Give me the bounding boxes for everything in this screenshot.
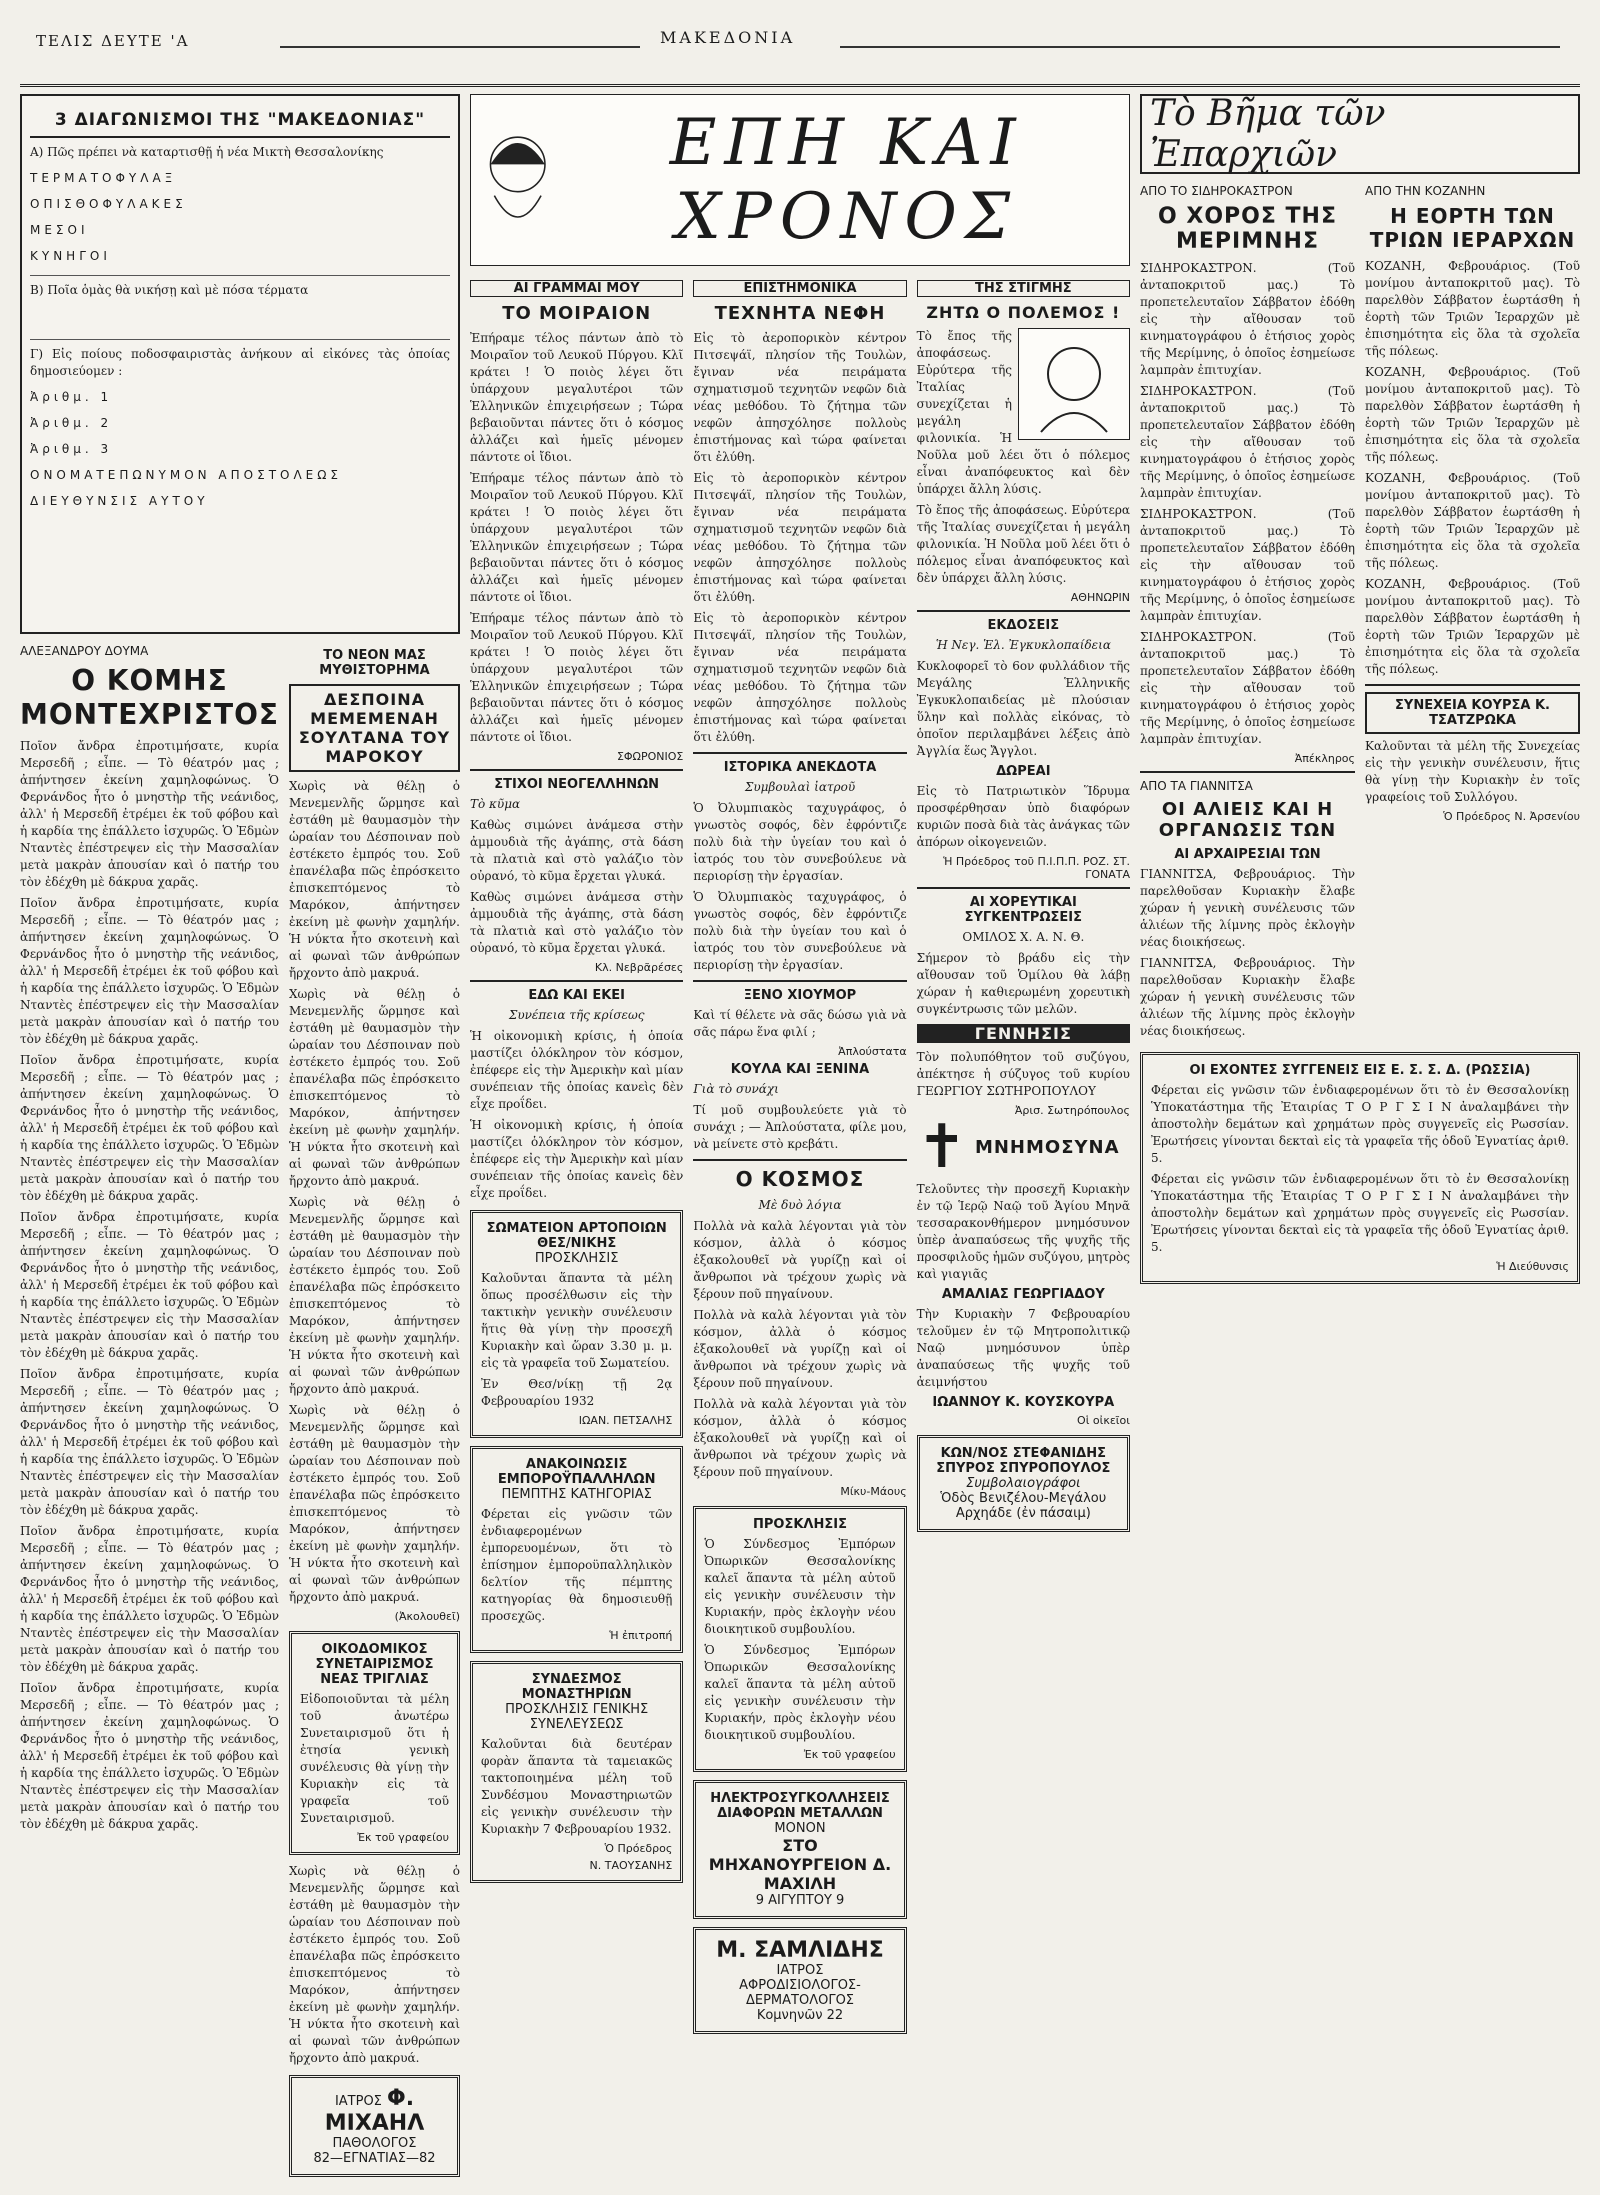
syllogism-title: Συνέπεια τῆς κρίσεως <box>508 1008 645 1022</box>
feature-banner <box>470 94 1130 266</box>
hercules-header: ΑΙ ΧΟΡΕΥΤΙΚΑΙ ΣΥΓΚΕΝΤΡΩΣΕΙΣ <box>964 895 1082 925</box>
metals-ad <box>693 1780 906 1919</box>
novel-text: Ποῖον ἄνδρα ἐπροτιμήσατε, κυρία Μερσεδῆ ; εἶπε. — Τὸ θέατρόν μας ; ἀπήντησεν ἐκείνη χαμηλοφώνως. Ὁ Φερνάνδος ἦτο ὁ μνηστὴρ τῆς νεάνιδος, ἀλλ' ἡ Μερσεδῆ ἐτρέμει ἐκ τοῦ φόβου καὶ ἡ καρδία της ἐπάλλετο ἰσχυρῶς. Ὁ Ἐδμὼν Νταντὲς ἐπέστρεψεν εἰς τὴν Μασσαλίαν μετὰ μακρὰν ἀπουσίαν καὶ ὁ πατήρ του τὸν ἐδέχθη μὲ δάκρυα χαρᾶς. <box>20 1367 279 1517</box>
memorial-header <box>916 1112 1130 1182</box>
ussr-text: Φέρεται εἰς γνῶσιν τῶν ἐνδιαφερομένων ὅτι τὸ ἐν Θεσσαλονίκῃ Ὑποκατάστημα τῆς Ἐταιρίας Τ Ο Ρ Γ Σ Ι Ν ἀναλαμβάνει τὴν ἀποστολὴν δεμάτων καὶ χρημάτων πρὸς συγγενεῖς εἰς Ρωσσίαν. Ἐρωτήσεις γίνονται δεκταὶ εἰς τὰ γραφεῖα τῆς ὁδοῦ Ἐγνατίας ἀριθ. 5. <box>1151 1083 1569 1165</box>
syllogism-text: Ἡ οἰκονομικὴ κρίσις, ἡ ὁποία μαστίζει ὁλόκληρον τὸν κόσμον, ἐπέφερε εἰς τὴν Ἀμερικὴν καὶ μίαν συνέπειαν τῆς ὁποίας κανεὶς δὲν εἶχε προΐδει. <box>470 1029 684 1111</box>
provinces-stories <box>1140 184 1580 1044</box>
masthead-rule <box>840 46 1560 48</box>
clouds-text: Εἰς τὸ ἀεροπορικὸν κέντρον Πιτσεψάϊ, πλησίον τῆς Τουλὼν, ἔγιναν νέα πειράματα σχηματισμοῦ τεχνητῶν νεφῶν διὰ νέας μεθόδου. Τὸ ζήτημα τῶν νεφῶν ἀπησχόλησε πολλοὺς ἐπιστήμονας καὶ τώρα φαίνεται ὅτι ἐλύθη. <box>693 331 907 464</box>
trigl-signature: Ἐκ τοῦ γραφείου <box>357 1831 449 1844</box>
verses-header: ΣΤΙΧΟΙ ΝΕΟΓΕΛΛΗΝΩΝ <box>494 777 660 792</box>
invitation-text: Ὁ Σύνδεσμος Ἐμπόρων Ὀπωρικῶν Θεσσαλονίκης καλεῖ ἅπαντα τὰ μέλη αὐτοῦ εἰς γενικὴν συνέλευσιν τὴν Κυριακήν, πρὸς ἐκλογὴν νέου διοικητικοῦ συμβουλίου. <box>704 1643 896 1742</box>
world-text: Πολλὰ νὰ καλὰ λέγονται γιὰ τὸν κόσμον, ἀλλὰ ὁ κόσμος ἐξακολουθεῖ νὰ γυρίζῃ καὶ οἱ ἄνθρωποι νὰ τρέχουν χωρὶς νὰ ξέρουν ποῦ πηγαίνουν. <box>693 1219 907 1301</box>
masthead-rule <box>280 46 640 48</box>
newspaper-page <box>20 14 1580 2184</box>
serial-story <box>289 644 460 2185</box>
sid-signature: Ἀπέκληρος <box>1294 752 1355 765</box>
donations-signature: Ἡ Πρόεδρος τοῦ Π.Ι.Π.Π. ΡΟΖ. ΣΤ. ΓΟΝΑΤΑ <box>943 855 1130 881</box>
portrait-icon <box>1029 334 1119 434</box>
provinces-banner <box>1140 94 1580 174</box>
sid-text: ΣΙΔΗΡΟΚΑΣΤΡΟΝ. (Τοῦ ἀνταποκριτοῦ μας.) Τὸ προπετελευταῖον Σάββατον ἐδόθη εἰς τὴν αἴθουσαν τοῦ κινηματογράφου ὁ ἐτήσιος χορὸς τῆς Μερίμνης, ὁ ὁποῖος ἐσημείωσε λαμπρὰν ἐπιτυχίαν. <box>1140 261 1355 377</box>
sid-text: ΣΙΔΗΡΟΚΑΣΤΡΟΝ. (Τοῦ ἀνταποκριτοῦ μας.) Τὸ προπετελευταῖον Σάββατον ἐδόθη εἰς τὴν αἴθουσαν τοῦ κινηματογράφου ὁ ἐτήσιος χορὸς τῆς Μερίμνης, ὁ ὁποῖος ἐσημείωσε λαμπρὰν ἐπιτυχίαν. <box>1140 384 1355 500</box>
novel-text: Ποῖον ἄνδρα ἐπροτιμήσατε, κυρία Μερσεδῆ ; εἶπε. — Τὸ θέατρόν μας ; ἀπήντησεν ἐκείνη χαμηλοφώνως. Ὁ Φερνάνδος ἦτο ὁ μνηστὴρ τῆς νεάνιδος, ἀλλ' ἡ Μερσεδῆ ἐτρέμει ἐκ τοῦ φόβου καὶ ἡ καρδία της ἐπάλλετο ἰσχυρῶς. Ὁ Ἐδμὼν Νταντὲς ἐπέστρεψεν εἰς τὴν Μασσαλίαν μετὰ μακρὰν ἀπουσίαν καὶ ὁ πατήρ του τὸν ἐδέχθη μὲ δάκρυα χαρᾶς. <box>20 1053 279 1203</box>
world-text: Πολλὰ νὰ καλὰ λέγονται γιὰ τὸν κόσμον, ἀλλὰ ὁ κόσμος ἐξακολουθεῖ νὰ γυρίζῃ καὶ οἱ ἄνθρωποι νὰ τρέχουν χωρὶς νὰ ξέρουν ποῦ πηγαίνουν. <box>693 1308 907 1390</box>
monastir-signature: Ὁ Πρόεδρος <box>604 1842 673 1855</box>
sid-header: ΑΠΟ ΤΟ ΣΙΔΗΡΟΚΑΣΤΡΟΝ <box>1140 184 1293 198</box>
divider <box>693 980 906 982</box>
samlidis-address: Κομνηνῶν 22 <box>756 2008 844 2023</box>
anecdotes-text: Ὁ Ὀλυμπιακὸς ταχυγράφος, ὁ γνωστὸς σοφός, δὲν ἐφρόντιζε πολὺ διὰ τὴν ὑγείαν του καὶ ὁ ἰατρός του τὸν συνεβούλευε νὰ περιορίσῃ τὴν ἐργασίαν. <box>693 890 907 972</box>
contest-box <box>20 94 460 634</box>
moiraion-text: Ἐπήραμε τέλος πάντων ἀπὸ τὸ Μοιραῖον τοῦ Λευκοῦ Πύργου. Κλῖ κράτει ! Ὁ ποιὸς λέγει ὅτι ὑπάρχουν μεγαλυτέροι τῶν Ἑλληνικῶν ἐπιχειρήσεων ; Τώρα βεβαιοῦνται πάντες ὅτι ὁ κόσμος ἀλλάζει καὶ ἡμεῖς μένομεν πάντοτε οἱ ἴδιοι. <box>470 331 684 464</box>
doctor-name: Φ. ΜΙΧΑΗΛ <box>324 2086 425 2136</box>
anecdotes-text: Ὁ Ὀλυμπιακὸς ταχυγράφος, ὁ γνωστὸς σοφός, δὲν ἐφρόντιζε πολὺ διὰ τὴν ὑγείαν του καὶ ὁ ἰατρός του τὸν συνεβούλευε νὰ περιορίσῃ τὴν ἐργασίαν. <box>693 801 907 883</box>
gian-title: ΟΙ ΑΛΙΕΙΣ ΚΑΙ Η ΟΡΓΑΝΩΣΙΣ ΤΩΝ <box>1158 799 1337 841</box>
provinces-banner-title: Τὸ Βῆμα τῶν Ἐπαρχιῶν <box>1150 94 1386 175</box>
engagement-text: Τὸν πολυπόθητον τοῦ συζύγου, ἀπέκτησε ἡ σύζυγος τοῦ κυρίου ΓΕΩΡΓΙΟΥ ΣΩΤΗΡΟΠΟΥΛΟΥ <box>916 1050 1130 1098</box>
world-title: Ο ΚΟΣΜΟΣ <box>735 1167 865 1191</box>
novel-author: ΑΛΕΞΑΝΔΡΟΥ ΔΟΥΜΑ <box>20 644 149 658</box>
feature-col-3 <box>917 276 1130 2042</box>
center-column <box>470 94 1130 2042</box>
bakers-text: Καλοῦνται ἅπαντα τὰ μέλη ὅπως προσέλθωσιν εἰς τὴν τακτικὴν γενικὴν συνέλευσιν ἥτις θὰ γίνῃ τὴν προσεχῆ Κυριακὴν καὶ ὥραν 3.30 μ. μ. εἰς τὰ γραφεῖα τοῦ Σωματείου. <box>481 1271 673 1370</box>
section-header: ΕΠΙΣΤΗΜΟΝΙΚΑ <box>693 280 906 297</box>
feature-col-2 <box>693 276 906 2042</box>
moiraion-text: Ἐπήραμε τέλος πάντων ἀπὸ τὸ Μοιραῖον τοῦ Λευκοῦ Πύργου. Κλῖ κράτει ! Ὁ ποιὸς λέγει ὅτι ὑπάρχουν μεγαλυτέροι τῶν Ἑλληνικῶν ἐπιχειρήσεων ; Τώρα βεβαιοῦνται πάντες ὅτι ὁ κόσμος ἀλλάζει καὶ ἡμεῖς μένομεν πάντοτε οἱ ἴδιοι. <box>470 471 684 604</box>
engagement-title: ΓΕΝΝΗΣΙΣ <box>917 1024 1130 1043</box>
world-subtitle: Μὲ δυὸ λόγια <box>758 1198 842 1212</box>
monastir-notice <box>470 1661 683 1883</box>
doctor-specialty: ΠΑΘΟΛΟΓΟΣ <box>332 2136 417 2151</box>
sid-text: ΣΙΔΗΡΟΚΑΣΤΡΟΝ. (Τοῦ ἀνταποκριτοῦ μας.) Τὸ προπετελευταῖον Σάββατον ἐδόθη εἰς τὴν αἴθουσαν τοῦ κινηματογράφου ὁ ἐτήσιος χορὸς τῆς Μερίμνης, ὁ ὁποῖος ἐσημείωσε λαμπρὰν ἐπιτυχίαν. <box>1140 630 1355 746</box>
war-text: Τὸ ἔπος τῆς ἀποφάσεως. Εὐρύτερα τῆς Ἰταλίας συνεχίζεται ἡ μεγάλη φιλονικία. Ἡ Νοῦλα μοῦ λέει ὅτι ὁ πόλεμος εἶναι ἀναπόφευκτος καὶ δὲν ὑπάρχει ἄλλη λύσις. <box>916 503 1130 585</box>
koz-header: ΑΠΟ ΤΗΝ ΚΟΖΑΝΗΝ <box>1365 184 1486 198</box>
humor-item-signature: Ἀπλούστατα <box>838 1045 907 1058</box>
gian-sub: ΑΙ ΑΡΧΑΙΡΕΣΙΑΙ ΤΩΝ <box>1174 847 1321 862</box>
memorial-signature: Οἱ οἰκεῖοι <box>1077 1414 1130 1427</box>
koz-text: ΚΟΖΑΝΗ, Φεβρουάριος. (Τοῦ μονίμου ἀνταποκριτοῦ μας). Τὸ παρελθὸν Σάββατον ἑωρτάσθη ἡ ἑορτὴ τῶν Τριῶν Ἱεραρχῶν μὲ ἐπισημότητα εἰς ὅλα τὰ σχολεῖα τῆς πόλεως. <box>1365 365 1580 464</box>
koz-title: Η ΕΟΡΤΗ ΤΩΝ ΤΡΙΩΝ ΙΕΡΑΡΧΩΝ <box>1369 204 1576 252</box>
contest-number: Ἀριθμ. 2 <box>30 416 113 430</box>
section-header: ΤΗΣ ΣΤΙΓΜΗΣ <box>917 280 1130 297</box>
humor-item-title: Γιὰ τὸ συνάχι <box>693 1082 779 1096</box>
merchants-signature: Ἡ ἐπιτροπή <box>609 1629 673 1642</box>
woman-illustration-icon <box>471 105 564 255</box>
anecdotes-title: Συμβουλαὶ ἰατροῦ <box>744 780 856 794</box>
kozani-story <box>1365 184 1580 1044</box>
war-signature: ΑΘΗΝΩΡΙΝ <box>1070 591 1130 604</box>
contest-question-a: Α) Πῶς πρέπει νὰ καταρτισθῇ ἡ νέα Μικτὴ Θεσσαλονίκης <box>30 145 384 159</box>
ussr-title: ΟΙ ΕΧΟΝΤΕΣ ΣΥΓΓΕΝΕΙΣ ΕΙΣ Ε. Σ. Σ. Δ. (ΡΩΣΣΙΑ) <box>1189 1063 1531 1078</box>
moiraion-signature: ΣΦΩΡΟΝΙΟΣ <box>616 750 684 763</box>
contest-title: 3 ΔΙΑΓΩΝΙΣΜΟΙ ΤΗΣ "ΜΑΚΕΔΟΝΙΑΣ" <box>54 110 426 130</box>
section-header: ΑΙ ΓΡΑΜΜΑΙ ΜΟΥ <box>470 280 683 297</box>
novel-text: Ποῖον ἄνδρα ἐπροτιμήσατε, κυρία Μερσεδῆ ; εἶπε. — Τὸ θέατρόν μας ; ἀπήντησεν ἐκείνη χαμηλοφώνως. Ὁ Φερνάνδος ἦτο ὁ μνηστὴρ τῆς νεάνιδος, ἀλλ' ἡ Μερσεδῆ ἐτρέμει ἐκ τοῦ φόβου καὶ ἡ καρδία της ἐπάλλετο ἰσχυρῶς. Ὁ Ἐδμὼν Νταντὲς ἐπέστρεψεν εἰς τὴν Μασσαλίαν μετὰ μακρὰν ἀπουσίαν καὶ ὁ πατήρ του τὸν ἐδέχθη μὲ δάκρυα χαρᾶς. <box>20 739 279 889</box>
monastir-text: Καλοῦνται διὰ δευτέραν φορὰν ἅπαντα τὰ ταμειακῶς τακτοποιημένα μέλη τοῦ Συνδέσμου Μοναστηριωτῶν εἰς γενικὴν συνέλευσιν τὴν Κυριακὴν 7 Φεβρουαρίου 1932. <box>481 1737 673 1836</box>
samlidis-ad <box>693 1927 906 2034</box>
serial-text: Χωρὶς νὰ θέλῃ ὁ Μενεμενλῆς ὥρμησε καὶ ἐστάθη μὲ θαυμασμὸν τὴν ὡραίαν του Δέσποιναν ποὺ ἐστέκετο ἐμπρός του. Σοῦ ἐπανέλαβα πῶς ἐπρόσκειτο ἐπισκεπτόμενος τὸ Μαρόκον, ἀπήντησεν ἐκείνη μὲ φωνὴν χαμηλήν. Ἡ νύκτα ἦτο σκοτεινὴ καὶ αἱ φωναὶ τῶν ἀνθρώπων ἤρχοντο ἀπὸ μακρυά. <box>289 779 460 980</box>
samlidis-specialty: ΑΦΡΟΔΙΣΙΟΛΟΓΟΣ-ΔΕΡΜΑΤΟΛΟΓΟΣ <box>739 1978 861 2008</box>
humor-header: ΞΕΝΟ ΧΙΟΥΜΟΡ <box>743 988 857 1003</box>
feature-columns <box>470 276 1130 2042</box>
moiraion-title: ΤΟ ΜΟΙΡΑΙΟΝ <box>502 303 652 324</box>
ussr-signature: Ἡ Διεύθυνσις <box>1496 1260 1569 1273</box>
left-column <box>20 94 460 2185</box>
divider <box>470 769 683 771</box>
divider <box>693 752 906 754</box>
contest-address-label: ΔΙΕΥΘΥΝΣΙΣ ΑΥΤΟΥ <box>30 494 209 508</box>
metals-address: 9 ΑΙΓΥΠΤΟΥ 9 <box>755 1893 845 1908</box>
sid-title: Ο ΧΟΡΟΣ ΤΗΣ ΜΕΡΙΜΝΗΣ <box>1158 204 1337 254</box>
tsatz-signature: Ὁ Πρόεδρος Ν. Ἀρσενίου <box>1443 810 1580 823</box>
humor-header-2: ΚΟΥΛΑ ΚΑΙ ΞΕΝΙΝΑ <box>730 1062 870 1077</box>
world-signature: Μίκυ-Μάους <box>840 1485 907 1498</box>
merchants-text: Φέρεται εἰς γνῶσιν τῶν ἐνδιαφερομένων ἐμπορευομένων, ὅτι τὸ ἐπίσημον ἐμποροϋπαλληλικὸν δελτίον τῆς πέμπτης κατηγορίας θὰ δημοσιευθῇ προσεχῶς. <box>481 1507 673 1623</box>
samlidis-title: ΙΑΤΡΟΣ <box>776 1963 824 1978</box>
cross-icon: ✝ <box>916 1112 967 1182</box>
novel-text: Ποῖον ἄνδρα ἐπροτιμήσατε, κυρία Μερσεδῆ ; εἶπε. — Τὸ θέατρόν μας ; ἀπήντησεν ἐκείνη χαμηλοφώνως. Ὁ Φερνάνδος ἦτο ὁ μνηστὴρ τῆς νεάνιδος, ἀλλ' ἡ Μερσεδῆ ἐτρέμει ἐκ τοῦ φόβου καὶ ἡ καρδία της ἐπάλλετο ἰσχυρῶς. Ὁ Ἐδμὼν Νταντὲς ἐπέστρεψεν εἰς τὴν Μασσαλίαν μετὰ μακρὰν ἀπουσίαν καὶ ὁ πατήρ του τὸν ἐδέχθη μὲ δάκρυα χαρᾶς. <box>20 896 279 1046</box>
metals-title: ΗΛΕΚΤΡΟΣΥΓΚΟΛΛΗΣΕΙΣ ΔΙΑΦΟΡΩΝ ΜΕΤΑΛΛΩΝ <box>710 1791 890 1821</box>
serial-text: Χωρὶς νὰ θέλῃ ὁ Μενεμενλῆς ὥρμησε καὶ ἐστάθη μὲ θαυμασμὸν τὴν ὡραίαν του Δέσποιναν ποὺ ἐστέκετο ἐμπρός του. Σοῦ ἐπανέλαβα πῶς ἐπρόσκειτο ἐπισκεπτόμενος τὸ Μαρόκον, ἀπήντησεν ἐκείνη μὲ φωνὴν χαμηλήν. Ἡ νύκτα ἦτο σκοτεινὴ καὶ αἱ φωναὶ τῶν ἀνθρώπων ἤρχοντο ἀπὸ μακρυά. <box>289 1864 460 2065</box>
trigl-title: ΟΙΚΟΔΟΜΙΚΟΣ ΣΥΝΕΤΑΙΡΙΣΜΟΣ ΝΕΑΣ ΤΡΙΓΛΙΑΣ <box>315 1642 434 1687</box>
bakers-subtitle: ΠΡΟΣΚΛΗΣΙΣ <box>534 1251 619 1266</box>
contest-number: Ἀριθμ. 1 <box>30 390 113 404</box>
contest-question-b: Β) Ποῖα ὁμὰς θὰ νικήσῃ καὶ μὲ πόσα τέρματα <box>30 283 309 297</box>
war-title: ΖΗΤΩ Ο ΠΟΛΕΜΟΣ ! <box>926 303 1121 322</box>
koz-text: ΚΟΖΑΝΗ, Φεβρουάριος. (Τοῦ μονίμου ἀνταποκριτοῦ μας). Τὸ παρελθὸν Σάββατον ἑωρτάσθη ἡ ἑορτὴ τῶν Τριῶν Ἱεραρχῶν μὲ ἐπισημότητα εἰς ὅλα τὰ σχολεῖα τῆς πόλεως. <box>1365 471 1580 570</box>
verses-title: Τὸ κῦμα <box>470 797 521 811</box>
hercules-text: Σήμερον τὸ βράδυ εἰς τὴν αἴθουσαν τοῦ Ὁμίλου θὰ λάβῃ χώραν ἡ καθιερωμένη χορευτικὴ συγκέντρωσις τῶν μελῶν. <box>916 951 1130 1016</box>
humor-item: Καὶ τί θέλετε νὰ σᾶς δώσω γιὰ νὰ σᾶς πάρω ἕνα φιλί ; <box>693 1008 907 1039</box>
feature-banner-title: ΕΠΗ ΚΑΙ ΧΡΟΝΟΣ <box>669 106 1024 254</box>
bakers-signature: ΙΩΑΝ. ΠΕΤΣΑΛΗΣ <box>578 1414 673 1427</box>
ussr-text: Φέρεται εἰς γνῶσιν τῶν ἐνδιαφερομένων ὅτι τὸ ἐν Θεσσαλονίκῃ Ὑποκατάστημα τῆς Ἐταιρίας Τ Ο Ρ Γ Σ Ι Ν ἀναλαμβάνει τὴν ἀποστολὴν δεμάτων καὶ χρημάτων πρὸς συγγενεῖς εἰς Ρωσσίαν. Ἐρωτήσεις γίνονται δεκταὶ εἰς τὰ γραφεῖα τῆς ὁδοῦ Ἐγνατίας ἀριθ. 5. <box>1151 1172 1569 1254</box>
memorial-name-2: ΙΩΑΝΝΟΥ Κ. ΚΟΥΣΚΟΥΡΑ <box>932 1395 1115 1410</box>
masthead-title: ΜΑΚΕΔΟΝΙΑ <box>660 28 796 47</box>
bakers-notice <box>470 1210 683 1438</box>
memorial-text-2: Τὴν Κυριακὴν 7 Φεβρουαρίου τελοῦμεν ἐν τῷ Μητροπολιτικῷ Ναῷ μνημόσυνον ὑπὲρ ἀναπαύσεως τῆς ψυχῆς τοῦ ἀειμνήστου <box>916 1307 1130 1389</box>
novel-title: Ο ΚΟΜΗΣ ΜΟΝΤΕΧΡΙΣΤΟΣ <box>20 664 280 731</box>
portrait <box>1018 328 1130 440</box>
merchants-subtitle: ΠΕΜΠΤΗΣ ΚΑΤΗΓΟΡΙΑΣ <box>501 1487 652 1502</box>
syllogism-text: Ἡ οἰκονομικὴ κρίσις, ἡ ὁποία μαστίζει ὁλόκληρον τὸν κόσμον, ἐπέφερε εἰς τὴν Ἀμερικὴν καὶ μίαν συνέπειαν τῆς ὁποίας κανεὶς δὲν εἶχε προΐδει. <box>470 1118 684 1200</box>
serial-text: Χωρὶς νὰ θέλῃ ὁ Μενεμενλῆς ὥρμησε καὶ ἐστάθη μὲ θαυμασμὸν τὴν ὡραίαν του Δέσποιναν ποὺ ἐστέκετο ἐμπρός του. Σοῦ ἐπανέλαβα πῶς ἐπρόσκειτο ἐπισκεπτόμενος τὸ Μαρόκον, ἀπήντησεν ἐκείνη μὲ φωνὴν χαμηλήν. Ἡ νύκτα ἦτο σκοτεινὴ καὶ αἱ φωναὶ τῶν ἀνθρώπων ἤρχοντο ἀπὸ μακρυά. <box>289 987 460 1188</box>
bakers-date: Ἐν Θεσ/νίκῃ τῇ 2ᾳ Φεβρουαρίου 1932 <box>481 1377 673 1408</box>
sidirokastron-story <box>1140 184 1355 1044</box>
gian-text: ΓΙΑΝΝΙΤΣΑ, Φεβρουάριος. Τὴν παρελθοῦσαν Κυριακὴν ἔλαβε χώραν ἡ γενικὴ συνέλευσις τῶν ἁλιέων τῆς λίμνης πρὸς ἐκλογὴν νέας διοικήσεως. <box>1140 867 1355 949</box>
monastir-subtitle: ΠΡΟΣΚΛΗΣΙΣ ΓΕΝΙΚΗΣ ΣΥΝΕΛΕΥΣΕΩΣ <box>505 1702 649 1732</box>
divider <box>30 136 450 138</box>
births-header: ΕΚΔΟΣΕΙΣ <box>987 618 1060 633</box>
tsatz-title: ΣΥΝΕΧΕΙΑ ΚΟΥΡΣΑ Κ. ΤΣΑΤΖΡΩΚΑ <box>1365 692 1580 734</box>
divider <box>1140 771 1355 773</box>
engagement-signature: Ἀρισ. Σωτηρόπουλος <box>1014 1104 1130 1117</box>
lawyers-address: Ὁδὸς Βενιζέλου-Μεγάλου Αρχηάδε (ἐν πάσαιμ) <box>940 1491 1107 1521</box>
contest-position: ΚΥΝΗΓΟΙ <box>30 249 111 263</box>
serial-title: ΔΕΣΠΟΙΝΑ ΜΕΜΕΜΕΝΑΗ ΣΟΥΛΤΑΝΑ ΤΟΥ ΜΑΡΟΚΟΥ <box>289 684 460 772</box>
right-column <box>1140 94 1580 1292</box>
novel-text: Ποῖον ἄνδρα ἐπροτιμήσατε, κυρία Μερσεδῆ ; εἶπε. — Τὸ θέατρόν μας ; ἀπήντησεν ἐκείνη χαμηλοφώνως. Ὁ Φερνάνδος ἦτο ὁ μνηστὴρ τῆς νεάνιδος, ἀλλ' ἡ Μερσεδῆ ἐτρέμει ἐκ τοῦ φόβου καὶ ἡ καρδία της ἐπάλλετο ἰσχυρῶς. Ὁ Ἐδμὼν Νταντὲς ἐπέστρεψεν εἰς τὴν Μασσαλίαν μετὰ μακρὰν ἀπουσίαν καὶ ὁ πατήρ του τὸν ἐδέχθη μὲ δάκρυα χαρᾶς. <box>20 1210 279 1360</box>
divider <box>1365 684 1580 686</box>
divider <box>30 339 450 340</box>
memorial-title: ΜΝΗΜΟΣΥΝΑ <box>974 1136 1120 1158</box>
contest-position: ΤΕΡΜΑΤΟΦΥΛΑΞ <box>30 171 177 185</box>
metals-sub: ΜΟΝΟΝ <box>774 1821 826 1836</box>
births-sub: Ἡ Νεγ. Ἑλ. Ἐγκυκλοπαίδεια <box>935 638 1111 652</box>
monastir-name: Ν. ΤΑΟΥΣΑΝΗΣ <box>589 1859 673 1872</box>
metals-name: ΣΤΟ ΜΗΧΑΝΟΥΡΓΕΙΟΝ Δ. ΜΑΧΙΛΗ <box>708 1836 892 1893</box>
lawyers-title: Συμβολαιογράφοι <box>966 1476 1081 1491</box>
serial-text: Χωρὶς νὰ θέλῃ ὁ Μενεμενλῆς ὥρμησε καὶ ἐστάθη μὲ θαυμασμὸν τὴν ὡραίαν του Δέσποιναν ποὺ ἐστέκετο ἐμπρός του. Σοῦ ἐπανέλαβα πῶς ἐπρόσκειτο ἐπισκεπτόμενος τὸ Μαρόκον, ἀπήντησεν ἐκείνη μὲ φωνὴν χαμηλήν. Ἡ νύκτα ἦτο σκοτεινὴ καὶ αἱ φωναὶ τῶν ἀνθρώπων ἤρχοντο ἀπὸ μακρυά. <box>289 1195 460 1396</box>
donations-text: Εἰς τὸ Πατριωτικὸν Ἵδρυμα προσφέρθησαν ὑπὸ διαφόρων κυριῶν ποσὰ διὰ τὰς ἀνάγκας τῶν ἀπόρων οἰκογενειῶν. <box>916 784 1130 849</box>
humor-item: Τί μοῦ συμβουλεύετε γιὰ τὸ συνάχι ; — Ἀπλούστατα, φίλε μου, νὰ μείνετε στὸ κρεβάτι. <box>693 1103 907 1151</box>
clouds-text: Εἰς τὸ ἀεροπορικὸν κέντρον Πιτσεψάϊ, πλησίον τῆς Τουλὼν, ἔγιναν νέα πειράματα σχηματισμοῦ τεχνητῶν νεφῶν διὰ νέας μεθόδου. Τὸ ζήτημα τῶν νεφῶν ἀπησχόλησε πολλοὺς ἐπιστήμονας καὶ τώρα φαίνεται ὅτι ἐλύθη. <box>693 611 907 744</box>
contest-question-c: Γ) Εἰς ποίους ποδοσφαιριστὰς ἀνήκουν αἱ εἰκόνες τὰς ὁποίας δημοσιεύομεν : <box>30 347 450 378</box>
verses-text: Καθὼς σιμώνει ἀνάμεσα στὴν ἀμμουδιὰ τῆς ἀγάπης, στὰ δάση τὰ πλατιὰ καὶ στὸ γαλάζιο τὸν οὐρανό, τὸ κῦμα ἔρχεται γλυκά. <box>470 818 684 883</box>
serial-text: Χωρὶς νὰ θέλῃ ὁ Μενεμενλῆς ὥρμησε καὶ ἐστάθη μὲ θαυμασμὸν τὴν ὡραίαν του Δέσποιναν ποὺ ἐστέκετο ἐμπρός του. Σοῦ ἐπανέλαβα πῶς ἐπρόσκειτο ἐπισκεπτόμενος τὸ Μαρόκον, ἀπήντησεν ἐκείνη μὲ φωνὴν χαμηλήν. Ἡ νύκτα ἦτο σκοτεινὴ καὶ αἱ φωναὶ τῶν ἀνθρώπων ἤρχοντο ἀπὸ μακρυά. <box>289 1403 460 1604</box>
invitation-title: ΠΡΟΣΚΛΗΣΙΣ <box>753 1517 847 1532</box>
serial-continued: (Ἀκολουθεῖ) <box>394 1610 460 1623</box>
monastir-title: ΣΥΝΔΕΣΜΟΣ ΜΟΝΑΣΤΗΡΙΩΝ <box>521 1672 632 1702</box>
masthead-left: ΤΕΛΙΣ ΔΕΥΤΕ 'Α <box>36 32 190 50</box>
doctor-prefix: ΙΑΤΡΟΣ <box>334 2094 382 2109</box>
koz-text: ΚΟΖΑΝΗ, Φεβρουάριος. (Τοῦ μονίμου ἀνταποκριτοῦ μας). Τὸ παρελθὸν Σάββατον ἑωρτάσθη ἡ ἑορτὴ τῶν Τριῶν Ἱεραρχῶν μὲ ἐπισημότητα εἰς ὅλα τὰ σχολεῖα τῆς πόλεως. <box>1365 259 1580 358</box>
divider <box>470 980 683 982</box>
gian-text: ΓΙΑΝΝΙΤΣΑ, Φεβρουάριος. Τὴν παρελθοῦσαν Κυριακὴν ἔλαβε χώραν ἡ γενικὴ συνέλευσις τῶν ἁλιέων τῆς λίμνης πρὸς ἐκλογὴν νέας διοικήσεως. <box>1140 956 1355 1038</box>
verses-signature: Κλ. Νεβρᾶρέσες <box>594 961 684 974</box>
gian-header: ΑΠΟ ΤΑ ΓΙΑΝΝΙΤΣΑ <box>1140 779 1253 793</box>
left-stories <box>20 644 460 2185</box>
doctor-ad <box>289 2075 460 2177</box>
moiraion-text: Ἐπήραμε τέλος πάντων ἀπὸ τὸ Μοιραῖον τοῦ Λευκοῦ Πύργου. Κλῖ κράτει ! Ὁ ποιὸς λέγει ὅτι ὑπάρχουν μεγαλυτέροι τῶν Ἑλληνικῶν ἐπιχειρήσεων ; Τώρα βεβαιοῦνται πάντες ὅτι ὁ κόσμος ἀλλάζει καὶ ἡμεῖς μένομεν πάντοτε οἱ ἴδιοι. <box>470 611 684 744</box>
bakers-title: ΣΩΜΑΤΕΙΟΝ ΑΡΤΟΠΟΙΩΝ ΘΕΣ/ΝΙΚΗΣ <box>486 1221 667 1251</box>
clouds-text: Εἰς τὸ ἀεροπορικὸν κέντρον Πιτσεψάϊ, πλησίον τῆς Τουλὼν, ἔγιναν νέα πειράματα σχηματισμοῦ τεχνητῶν νεφῶν διὰ νέας μεθόδου. Τὸ ζήτημα τῶν νεφῶν ἀπησχόλησε πολλοὺς ἐπιστήμονας καὶ τώρα φαίνεται ὅτι ἐλύθη. <box>693 471 907 604</box>
invitation-text: Ὁ Σύνδεσμος Ἐμπόρων Ὀπωρικῶν Θεσσαλονίκης καλεῖ ἅπαντα τὰ μέλη αὐτοῦ εἰς γενικὴν συνέλευσιν τὴν Κυριακήν, πρὸς ἐκλογὴν νέου διοικητικοῦ συμβουλίου. <box>704 1537 896 1636</box>
invitation-notice <box>693 1506 906 1772</box>
contest-name-label: ΟΝΟΜΑΤΕΠΩΝΥΜΟΝ ΑΠΟΣΤΟΛΕΩΣ <box>30 468 343 482</box>
lawyers-names: ΚΩΝ/ΝΟΣ ΣΤΕΦΑΝΙΔΗΣ ΣΠΥΡΟΣ ΣΠΥΡΟΠΟΥΛΟΣ <box>936 1446 1111 1476</box>
masthead <box>20 14 1580 87</box>
syllogism-header: ΕΔΩ ΚΑΙ ΕΚΕΙ <box>528 988 625 1003</box>
clouds-title: ΤΕΧΝΗΤΑ ΝΕΦΗ <box>714 303 886 324</box>
trigl-text: Εἰδοποιοῦνται τὰ μέλη τοῦ ἀνωτέρω Συνεταιρισμοῦ ὅτι ἡ ἐτησία γενικὴ συνέλευσις θὰ γίνῃ τὴν Κυριακὴν εἰς τὰ γραφεῖα τοῦ Συνεταιρισμοῦ. <box>300 1692 449 1825</box>
novel-story <box>20 644 279 2185</box>
world-text: Πολλὰ νὰ καλὰ λέγονται γιὰ τὸν κόσμον, ἀλλὰ ὁ κόσμος ἐξακολουθεῖ νὰ γυρίζῃ καὶ οἱ ἄνθρωποι νὰ τρέχουν χωρὶς νὰ ξέρουν ποῦ πηγαίνουν. <box>693 1397 907 1479</box>
novel-text: Ποῖον ἄνδρα ἐπροτιμήσατε, κυρία Μερσεδῆ ; εἶπε. — Τὸ θέατρόν μας ; ἀπήντησεν ἐκείνη χαμηλοφώνως. Ὁ Φερνάνδος ἦτο ὁ μνηστὴρ τῆς νεάνιδος, ἀλλ' ἡ Μερσεδῆ ἐτρέμει ἐκ τοῦ φόβου καὶ ἡ καρδία της ἐπάλλετο ἰσχυρῶς. Ὁ Ἐδμὼν Νταντὲς ἐπέστρεψεν εἰς τὴν Μασσαλίαν μετὰ μακρὰν ἀπουσίαν καὶ ὁ πατήρ του τὸν ἐδέχθη μὲ δάκρυα χαρᾶς. <box>20 1524 279 1674</box>
sid-text: ΣΙΔΗΡΟΚΑΣΤΡΟΝ. (Τοῦ ἀνταποκριτοῦ μας.) Τὸ προπετελευταῖον Σάββατον ἐδόθη εἰς τὴν αἴθουσαν τοῦ κινηματογράφου ὁ ἐτήσιος χορὸς τῆς Μερίμνης, ὁ ὁποῖος ἐσημείωσε λαμπρὰν ἐπιτυχίαν. <box>1140 507 1355 623</box>
births-text: Κυκλοφορεῖ τὸ 6ον φυλλάδιον τῆς Μεγάλης Ἑλληνικῆς Ἐγκυκλοπαιδείας μὲ πλούσιαν ὕλην καὶ πολλὰς εἰκόνας, τὸ ὁποῖον περιλαμβάνει λέξεις ἀπὸ Ἀγγλία ἕως Ἄγγλοι. <box>916 659 1130 758</box>
novel-text: Ποῖον ἄνδρα ἐπροτιμήσατε, κυρία Μερσεδῆ ; εἶπε. — Τὸ θέατρόν μας ; ἀπήντησεν ἐκείνη χαμηλοφώνως. Ὁ Φερνάνδος ἦτο ὁ μνηστὴρ τῆς νεάνιδος, ἀλλ' ἡ Μερσεδῆ ἐτρέμει ἐκ τοῦ φόβου καὶ ἡ καρδία της ἐπάλλετο ἰσχυρῶς. Ὁ Ἐδμὼν Νταντὲς ἐπέστρεψεν εἰς τὴν Μασσαλίαν μετὰ μακρὰν ἀπουσίαν καὶ ὁ πατήρ του τὸν ἐδέχθη μὲ δάκρυα χαρᾶς. <box>20 1681 279 1831</box>
memorial-name: ΑΜΑΛΙΑΣ ΓΕΩΡΓΙΑΔΟΥ <box>941 1287 1105 1302</box>
divider <box>917 887 1130 889</box>
verses-text: Καθὼς σιμώνει ἀνάμεσα στὴν ἀμμουδιὰ τῆς ἀγάπης, στὰ δάση τὰ πλατιὰ καὶ στὸ γαλάζιο τὸν οὐρανό, τὸ κῦμα ἔρχεται γλυκά. <box>470 890 684 955</box>
contest-position: ΟΠΙΣΘΟΦΥΛΑΚΕΣ <box>30 197 187 211</box>
samlidis-name: Μ. ΣΑΜΛΙΔΗΣ <box>716 1938 884 1963</box>
feature-col-1 <box>470 276 683 2042</box>
war-text: Τὸ ἔπος τῆς ἀποφάσεως. Εὐρύτερα τῆς Ἰταλίας συνεχίζεται ἡ μεγάλη φιλονικία. Ἡ Νοῦλα μοῦ λέει ὅτι ὁ πόλεμος εἶναι ἀναπόφευκτος καὶ δὲν ὑπάρχει ἄλλη λύσις. <box>916 329 1130 496</box>
divider <box>917 610 1130 612</box>
ussr-ad <box>1140 1052 1580 1284</box>
koz-text: ΚΟΖΑΝΗ, Φεβρουάριος. (Τοῦ μονίμου ἀνταποκριτοῦ μας). Τὸ παρελθὸν Σάββατον ἑωρτάσθη ἡ ἑορτὴ τῶν Τριῶν Ἱεραρχῶν μὲ ἐπισημότητα εἰς ὅλα τὰ σχολεῖα τῆς πόλεως. <box>1365 577 1580 676</box>
lawyers-ad <box>917 1435 1130 1532</box>
anecdotes-header: ΙΣΤΟΡΙΚΑ ΑΝΕΚΔΟΤΑ <box>723 760 877 775</box>
contest-number: Ἀριθμ. 3 <box>30 442 113 456</box>
merchants-notice <box>470 1446 683 1653</box>
merchants-title: ΑΝΑΚΟΙΝΩΣΙΣ ΕΜΠΟΡΟΫΠΑΛΛΗΛΩΝ <box>497 1457 656 1487</box>
memorial-text: Τελοῦντες τὴν προσεχῆ Κυριακὴν ἐν τῷ Ἱερῷ Ναῷ τοῦ Ἁγίου Μηνᾶ τεσσαρακονθήμερον μνημόσυνον ὑπὲρ ἀναπαύσεως τῆς ψυχῆς τῆς προσφιλοῦς ἡμῶν συζύγου, μητρὸς καὶ γιαγιᾶς <box>916 1182 1130 1281</box>
donations-header: ΔΩΡΕΑΙ <box>996 764 1051 779</box>
serial-header: ΤΟ ΝΕΟΝ ΜΑΣ ΜΥΘΙΣΤΟΡΗΜΑ <box>319 648 430 678</box>
trigl-ad <box>289 1631 460 1855</box>
invitation-signature: Ἐκ τοῦ γραφείου <box>803 1748 896 1761</box>
contest-position: ΜΕΣΟΙ <box>30 223 89 237</box>
divider <box>693 1159 906 1161</box>
hercules-title: ΟΜΙΛΟΣ Χ. Α. Ν. Θ. <box>962 930 1085 944</box>
divider <box>30 275 450 276</box>
doctor-address: 82—ΕΓΝΑΤΙΑΣ—82 <box>313 2151 436 2166</box>
tsatz-text: Καλοῦνται τὰ μέλη τῆς Συνεχείας εἰς τὴν γενικὴν συνέλευσιν, ἥτις θὰ γίνῃ τὴν Κυριακὴν ἐν τοῖς γραφείοις τοῦ Συλλόγου. <box>1365 739 1580 804</box>
